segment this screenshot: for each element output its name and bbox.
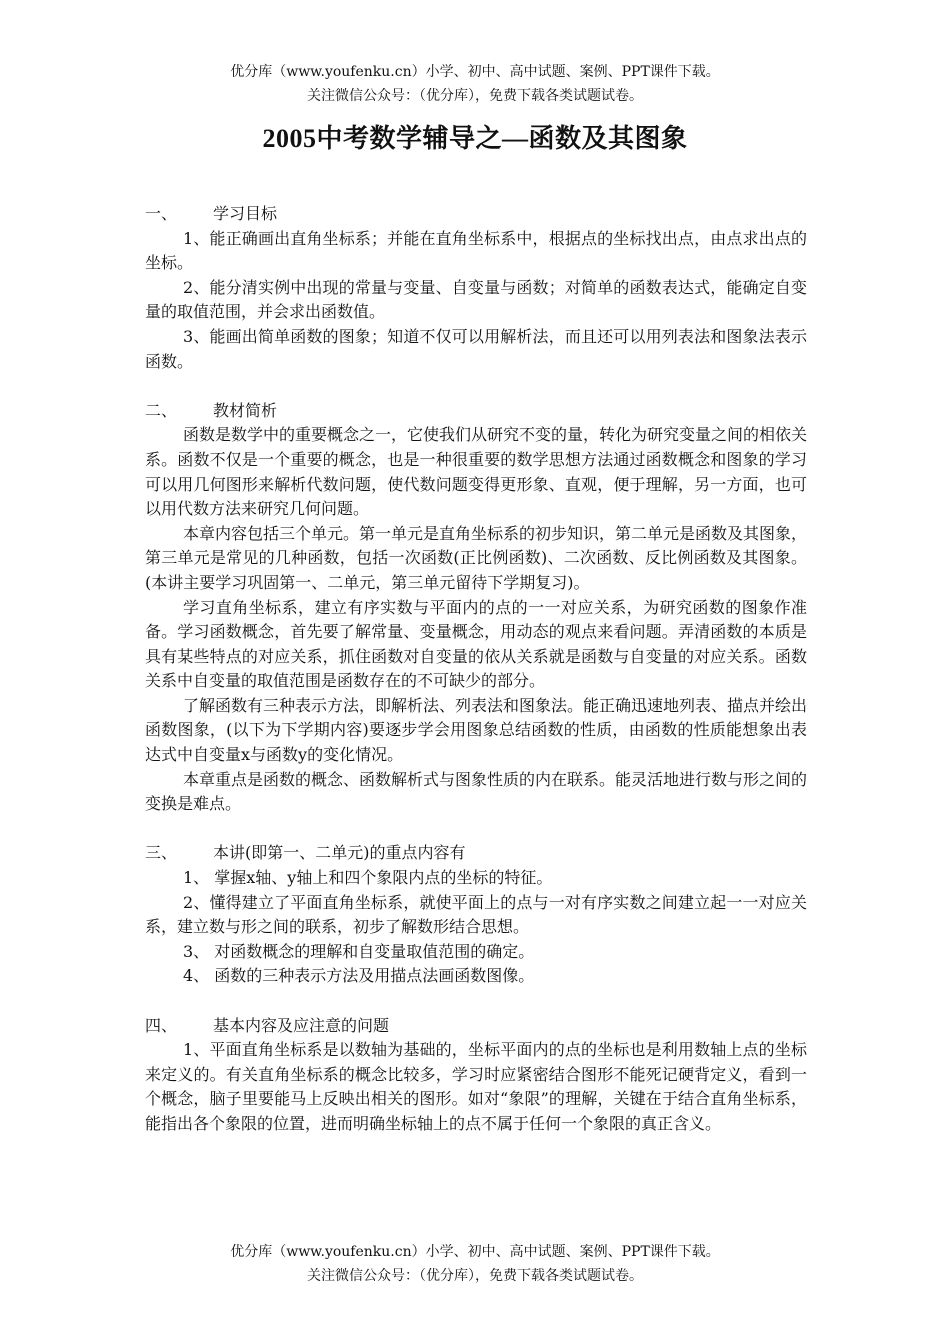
section-title: 本讲(即第一、二单元)的重点内容有 [213,843,466,863]
section-4-heading [145,1014,807,1039]
paragraph: 本章内容包括三个单元。第一单元是直角坐标系的初步知识，第二单元是函数及其图象，第三单元是常见的几种函数，包括一次函数(正比例函数)、二次函数、反比例函数及其图象。(本讲主要学习巩固第一、二单元，第三单元留待下学期复习)。 [145,523,808,592]
section-number: 二、 [145,400,178,420]
section-number: 四、 [145,1015,178,1035]
paragraph: 函数是数学中的重要概念之一，它使我们从研究不变的量，转化为研究变量之间的相依关系。函数不仅是一个重要的概念，也是一种很重要的数学思想方法通过函数概念和图象的学习可以用几何图形来解析代数问题，使代数问题变得更形象、直观，便于理解，另一方面，也可以用代数方法来研究几何问题。 [145,425,808,519]
paragraph: 1、能正确画出直角坐标系；并能在直角坐标系中，根据点的坐标找出点，由点求出点的坐标。 [145,228,807,273]
page-footer [0,1240,950,1288]
section-number: 一、 [145,204,178,223]
section-title: 教材简析 [213,400,278,420]
paragraph: 本章重点是函数的概念、函数解析式与图象性质的内在联系。能灵活地进行数与形之间的变换是难点。 [145,769,808,814]
paragraph: 3、 对函数概念的理解和自变量取值范围的确定。 [183,941,535,961]
footer-line-1: 优分库（www.youfenku.cn）小学、初中、高中试题、案例、PPT课件下载。 [230,1244,720,1260]
paragraph: 3、能画出简单函数的图象；知道不仅可以用解析法，而且还可以用列表法和图象法表示函数。 [145,326,807,371]
paragraph: 1、平面直角坐标系是以数轴为基础的，坐标平面内的点的坐标也是利用数轴上点的坐标来定义的。有关直角坐标系的概念比较多，学习时应紧密结合图形不能死记硬背定义，看到一个概念，脑子里要能马上反映出相关的图形。如对“象限”的理解，关键在于结合直角坐标系，能指出各个象限的位置，进而明确坐标轴上的点不属于任何一个象限的真正含义。 [145,1040,807,1133]
page-header [0,60,950,108]
paragraph: 了解函数有三种表示方法，即解析法、列表法和图象法。能正确迅速地列表、描点并绘出函数图象，(以下为下学期内容)要逐步学会用图象总结函数的性质，由函数的性质能想象出表达式中自变量x与函数y的变化情况。 [145,695,808,765]
document-body [145,202,807,1137]
section-number: 三、 [145,843,178,863]
footer-line-2: 关注微信公众号：（优分库），免费下载各类试题试卷。 [307,1268,643,1284]
header-line-2: 关注微信公众号：（优分库），免费下载各类试题试卷。 [307,88,643,104]
header-line-1: 优分库（www.youfenku.cn）小学、初中、高中试题、案例、PPT课件下载。 [230,64,720,80]
section-3-heading [145,841,807,866]
paragraph: 2、能分清实例中出现的常量与变量、自变量与函数；对简单的函数表达式，能确定自变量的取值范围，并会求出函数值。 [145,277,807,322]
section-title: 学习目标 [213,204,278,223]
paragraph: 学习直角坐标系，建立有序实数与平面内的点的一一对应关系，为研究函数的图象作准备。学习函数概念，首先要了解常量、变量概念，用动态的观点来看问题。弄清函数的本质是具有某些特点的对应关系，抓住函数对自变量的依从关系就是函数与自变量的对应关系。函数关系中自变量的取值范围是函数存在的不可缺少的部分。 [145,597,807,691]
section-1-heading [145,202,807,227]
document-title: 2005中考数学辅导之—函数及其图象 [262,124,688,153]
paragraph: 2、懂得建立了平面直角坐标系，就使平面上的点与一对有序实数之间建立起一一对应关系，建立数与形之间的联系，初步了解数形结合思想。 [145,892,807,937]
section-title: 基本内容及应注意的问题 [213,1015,390,1035]
paragraph: 1、 掌握x轴、y轴上和四个象限内点的坐标的特征。 [183,868,553,888]
section-2-heading [145,399,807,424]
paragraph: 4、 函数的三种表示方法及用描点法画函数图像。 [183,966,535,986]
